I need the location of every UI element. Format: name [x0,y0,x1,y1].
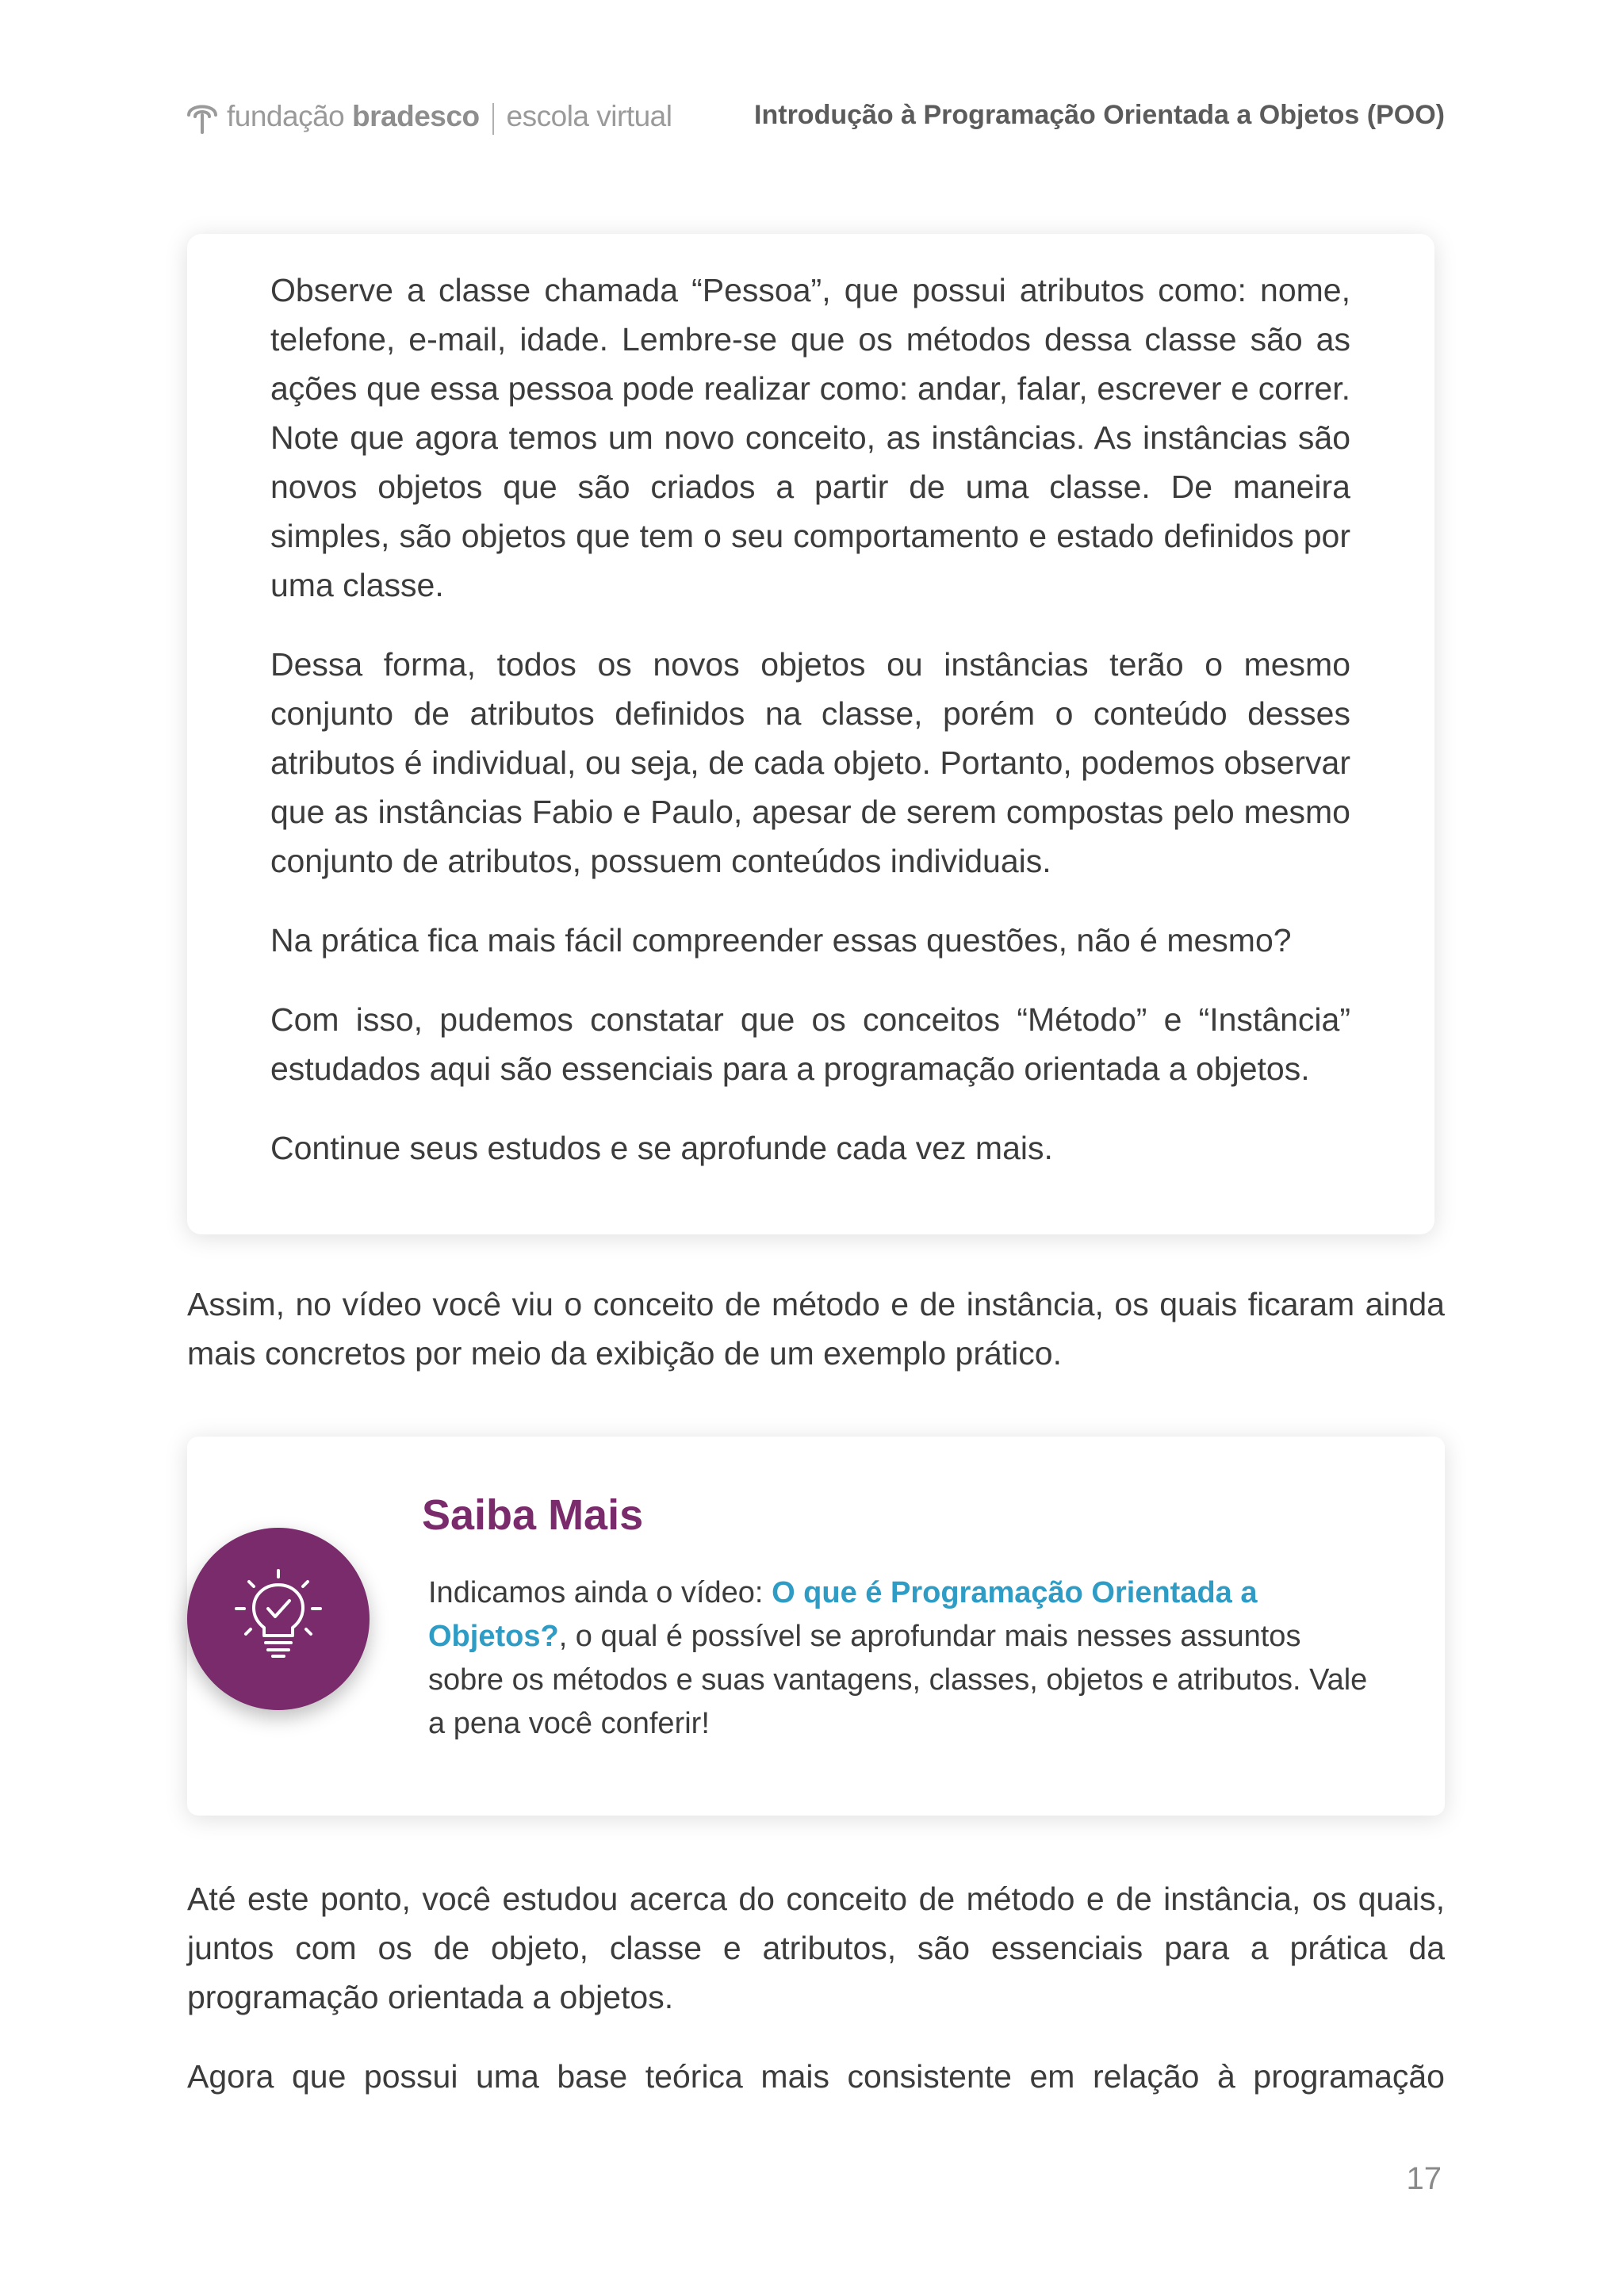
saiba-mais-intro: Indicamos ainda o vídeo: [428,1576,772,1609]
logo-mark-icon [184,98,220,137]
body-paragraph: Assim, no vídeo você viu o conceito de método e de instância, os quais ficaram ainda mais concretos por meio da exibição de um exemplo prático. [187,1286,1445,1372]
saiba-mais-box [187,1437,1445,1816]
body-section-bottom [187,1874,1445,2131]
card-paragraph-4: Com isso, pudemos constatar que os conceitos “Método” e “Instância” estudados aqui são essenciais para a programação orientada a objetos. [270,1001,1350,1087]
logo-divider [492,103,494,135]
saiba-mais-rest: , o qual é possível se aprofundar mais nesses assuntos sobre os métodos e suas vantagens, classes, objetos e atributos. Vale a pena você conferir! [428,1620,1368,1740]
body-paragraph-continued: Agora que possui uma base teórica mais consistente em relação à programação [187,2058,1445,2095]
logo-escola-virtual: escola virtual [506,100,672,133]
card-paragraph-1: Observe a classe chamada “Pessoa”, que possui atributos como: nome, telefone, e-mail, idade. Lembre-se que os métodos dessa classe são as ações que essa pessoa pode realizar como: andar, falar, escrever e correr. Note que agora temos um novo conceito, as instâncias. As instâncias são novos objetos que são criados a partir de uma classe. De maneira simples, são objetos que tem o seu comportamento e estado definidos por uma classe. [270,272,1350,603]
saiba-mais-badge [187,1528,370,1710]
lightbulb-check-icon [227,1567,330,1670]
card-paragraph-3: Na prática fica mais fácil compreender essas questões, não é mesmo? [270,922,1292,959]
content-card [187,234,1434,1234]
page-header [184,94,1445,141]
video-link[interactable]: O que é Programação Orientada a Objetos? [428,1576,1258,1653]
saiba-mais-title: Saiba Mais [422,1491,644,1539]
page-number: 17 [1406,2161,1442,2196]
body-paragraph-conclusion: Até este ponto, você estudou acerca do conceito de método e de instância, os quais, juntos com os de objeto, classe e atributos, são essenciais para a prática da programação orientada a objetos. [187,1881,1445,2015]
card-paragraph-2: Dessa forma, todos os novos objetos ou instâncias terão o mesmo conjunto de atributos definidos na classe, porém o conteúdo desses atributos é individual, ou seja, de cada objeto. Portanto, podemos observar que as instâncias Fabio e Paulo, apesar de serem compostas pelo mesmo conjunto de atributos, possuem conteúdos individuais. [270,646,1350,879]
logo-fundacao: fundação [227,100,345,133]
body-section-middle [187,1280,1445,1378]
saiba-mais-text [428,1571,1380,1746]
card-paragraph-5: Continue seus estudos e se aprofunde cada vez mais. [270,1130,1053,1166]
document-title: Introdução à Programação Orientada a Objetos (POO) [754,100,1445,130]
logo-bradesco: bradesco [352,100,480,133]
fundacao-bradesco-logo [184,94,672,141]
